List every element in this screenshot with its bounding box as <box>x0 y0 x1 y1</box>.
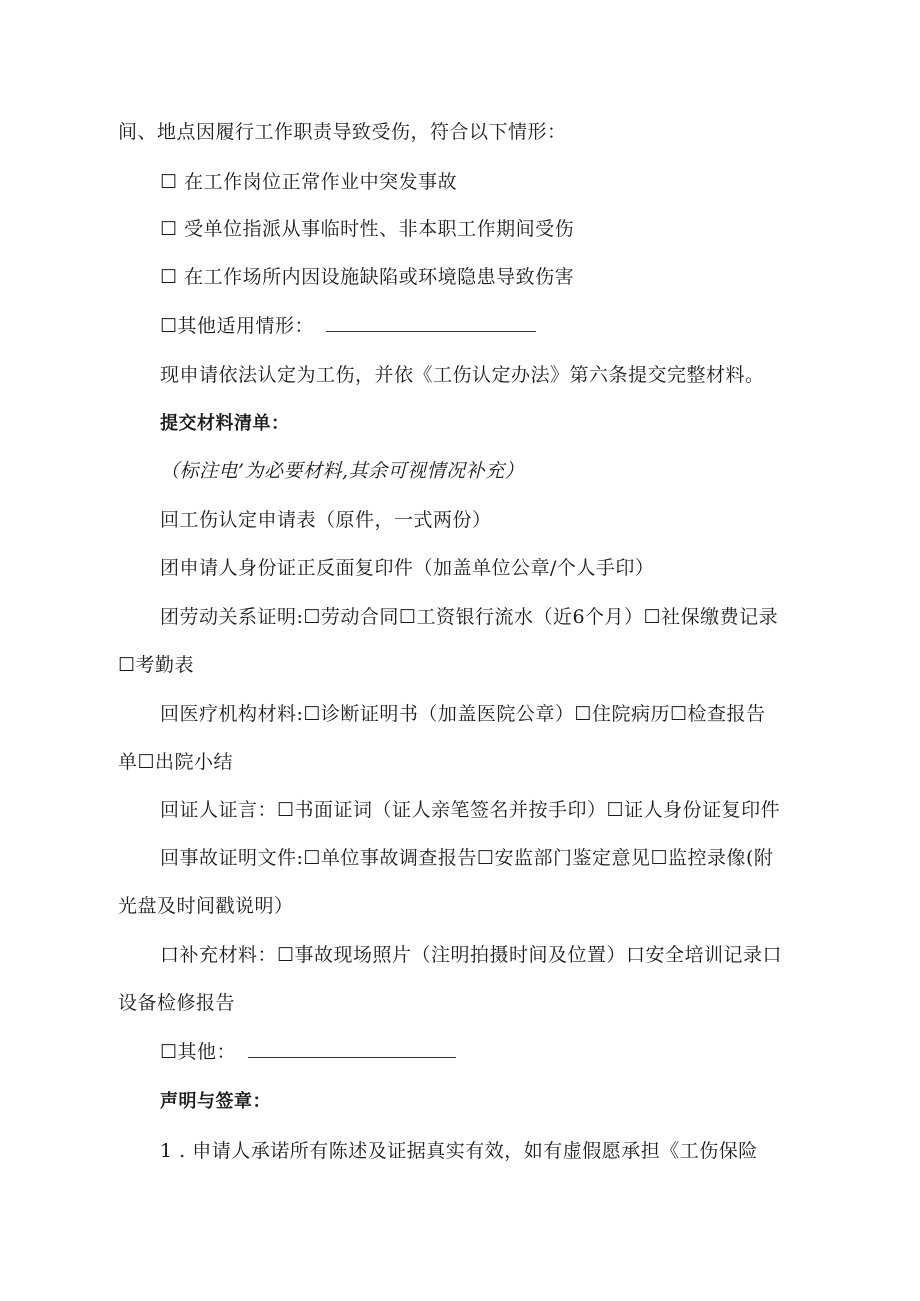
material-item-witness: 回证人证言：☐书面证词（证人亲笔签名并按手印）☐证人身份证复印件 <box>160 799 781 821</box>
application-statement: 现申请依法认定为工伤，并依《工伤认定办法》第六条提交完整材料。 <box>160 364 765 386</box>
declaration-item-1: 1 . 申请人承诺所有陈述及证据真实有效，如有虚假愿承担《工伤保险 <box>160 1140 758 1162</box>
material-other-blank-field <box>248 1039 456 1058</box>
material-item-medical: 回医疗机构材料:☐诊断证明书（加盖医院公章）☐住院病历☐检查报告 <box>160 703 766 725</box>
checkbox-option-other-situation <box>160 313 536 339</box>
checkbox-option-assigned-temporary-work: ☐ 受单位指派从事临时性、非本职工作期间受伤 <box>160 218 575 240</box>
material-item-supplementary: 口补充材料：☐事故现场照片（注明拍摄时间及位置）口安全培训记录口 <box>160 944 783 966</box>
material-item-labor-relation: 团劳动关系证明:☐劳动合同☐工资银行流水（近6个月）☐社保缴费记录 <box>160 606 779 628</box>
declaration-heading: 声明与签章： <box>160 1091 271 1112</box>
other-situation-label: ☐其他适用情形： <box>160 315 315 337</box>
material-item-labor-relation-continued: ☐考勤表 <box>118 654 195 676</box>
material-item-supplementary-continued: 设备检修报告 <box>118 992 236 1014</box>
other-situation-blank-field <box>326 313 536 332</box>
paragraph-line-1: 间、地点因履行工作职责导致受伤，符合以下情形： <box>118 121 567 143</box>
materials-list-note: （标注电’为必要材料,其余可视情况补充） <box>160 460 525 482</box>
checkbox-option-sudden-accident: ☐ 在工作岗位正常作业中突发事故 <box>160 171 458 193</box>
material-item-medical-continued: 单☐出院小结 <box>118 751 234 773</box>
material-item-accident-proof-continued: 光盘及时间戳说明） <box>118 895 294 917</box>
material-item-accident-proof: 回事故证明文件:☐单位事故调查报告☐安监部门鉴定意见☐监控录像(附 <box>160 847 774 869</box>
materials-list-heading: 提交材料清单： <box>160 413 290 434</box>
material-item-other <box>160 1039 456 1065</box>
material-other-label: ☐其他： <box>160 1041 237 1063</box>
checkbox-option-facility-defect: ☐ 在工作场所内因设施缺陷或环境隐患导致伤害 <box>160 266 575 288</box>
material-item-application-form: 回工伤认定申请表（原件，一式两份） <box>160 509 492 531</box>
material-item-id-copy: 团申请人身份证正反面复印件（加盖单位公章/个人手印） <box>160 557 655 579</box>
